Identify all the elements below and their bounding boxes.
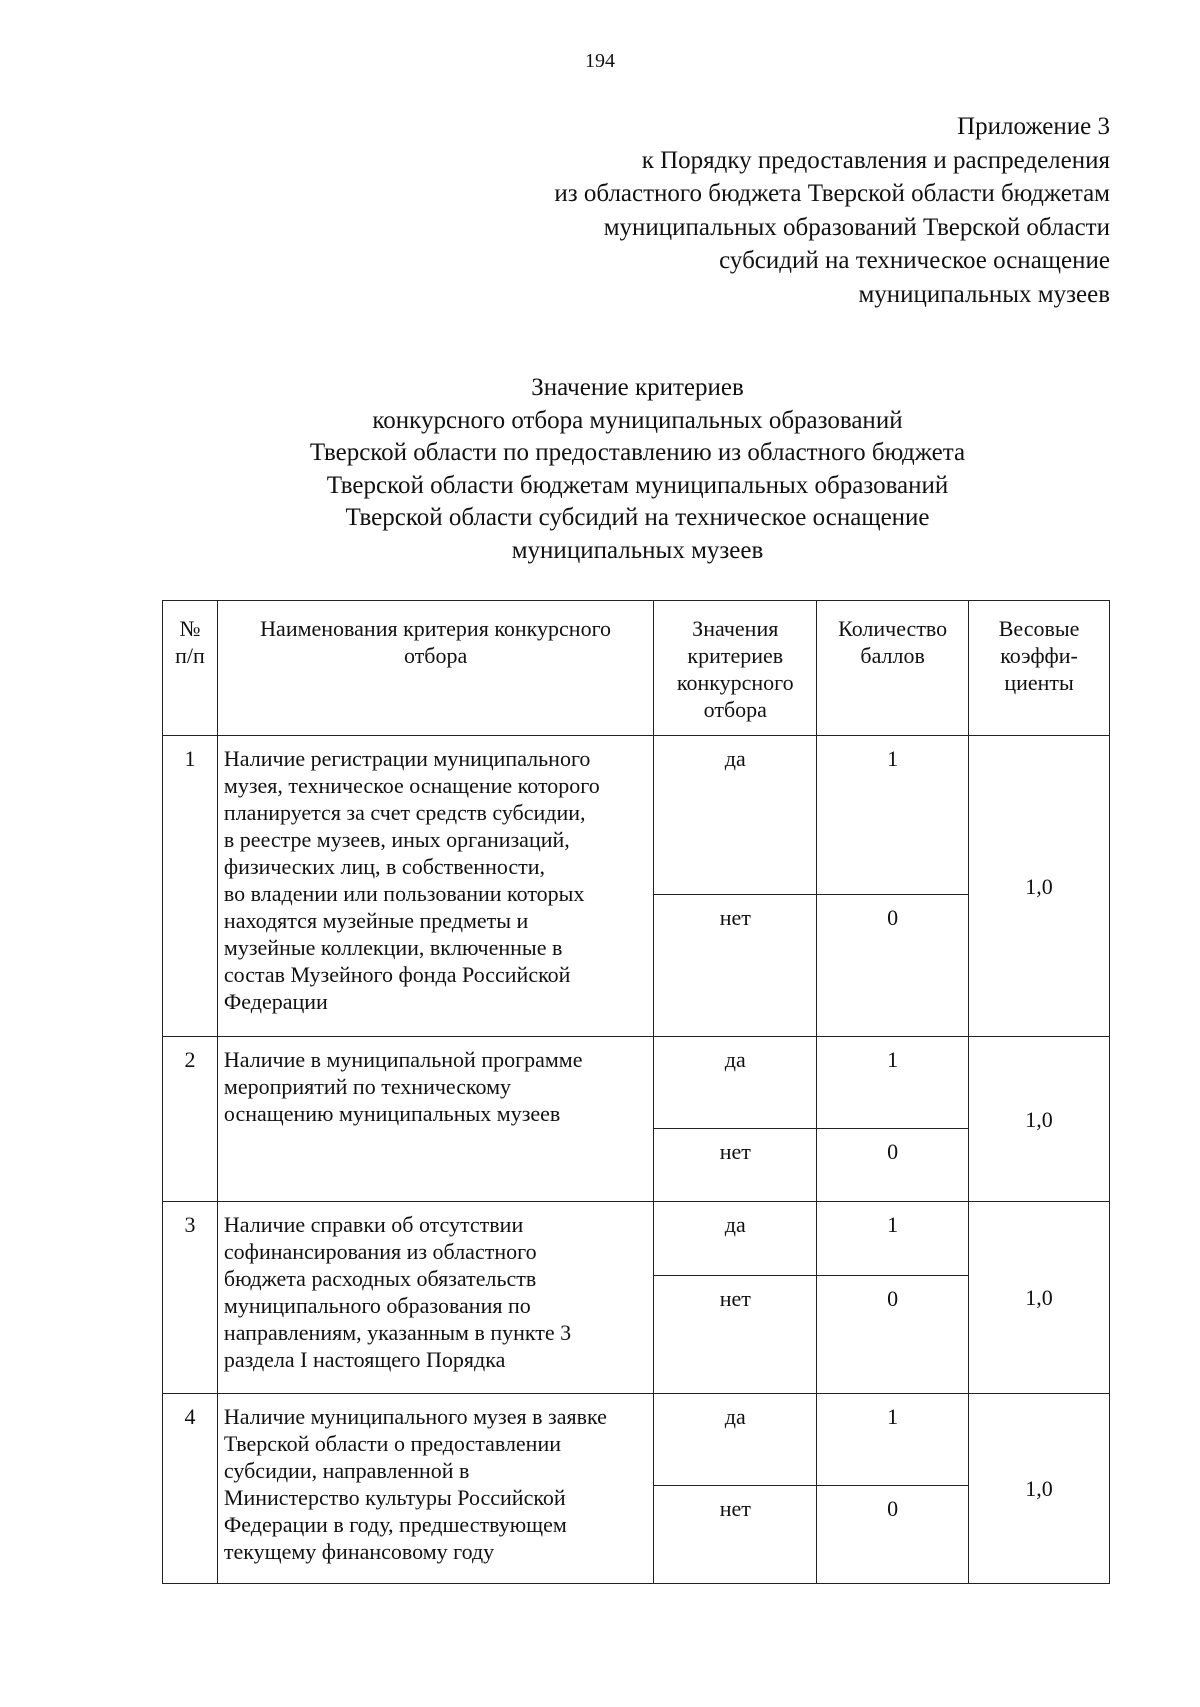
criterion-name: [217, 736, 653, 1037]
criteria-table: [162, 600, 1110, 1584]
criterion-value-yes: да: [654, 1202, 817, 1276]
header-number: [163, 601, 218, 736]
appendix-line: из областного бюджета Тверской области бюджетам: [554, 180, 1110, 207]
page-number: 194: [585, 50, 615, 72]
row-number: 4: [163, 1394, 218, 1584]
criterion-line: планируется за счет средств субсидии,: [223, 800, 586, 825]
points-no: 0: [817, 895, 969, 1037]
header-criterion-name: [217, 601, 653, 736]
criterion-value-no: нет: [654, 1276, 817, 1394]
header-text: Весовые: [998, 616, 1080, 641]
table-row: [163, 1037, 1110, 1129]
header-weights: [969, 601, 1110, 736]
title-line: муниципальных музеев: [511, 536, 764, 564]
criterion-line: физических лиц, в собственности,: [223, 854, 546, 879]
criterion-line: музейные коллекции, включенные в: [223, 935, 563, 960]
criterion-line: текущему финансовому году: [223, 1539, 495, 1564]
header-text: конкурсного: [676, 670, 794, 695]
criterion-name: [217, 1037, 653, 1202]
points-no: 0: [817, 1129, 969, 1202]
header-text: Значения: [692, 616, 779, 641]
criterion-name: [217, 1202, 653, 1394]
appendix-line: муниципальных музеев: [858, 280, 1110, 308]
header-text: отбора: [703, 697, 767, 722]
criterion-line: Федерации: [223, 989, 328, 1014]
header-text: п/п: [175, 643, 205, 668]
points-yes: 1: [817, 1202, 969, 1276]
table-row: [163, 736, 1110, 895]
title-line: Тверской области бюджетам муниципальных образований: [326, 471, 949, 499]
criterion-line: софинансирования из областного: [223, 1239, 537, 1264]
weight-coefficient: 1,0: [969, 736, 1110, 1037]
weight-coefficient: 1,0: [969, 1202, 1110, 1394]
criterion-value-no: нет: [654, 1129, 817, 1202]
points-yes: 1: [817, 1394, 969, 1486]
criterion-line: Федерации в году, предшествующем: [223, 1512, 567, 1537]
points-no: 0: [817, 1276, 969, 1394]
appendix-line: Приложение 3: [957, 113, 1110, 140]
criterion-line: Наличие в муниципальной программе: [223, 1047, 583, 1072]
table-row: [163, 1394, 1110, 1486]
row-number: 3: [163, 1202, 218, 1394]
criterion-line: находятся музейные предметы и: [223, 908, 529, 933]
criterion-line: во владении или пользовании которых: [223, 881, 585, 906]
appendix-line: к Порядку предоставления и распределения: [641, 146, 1110, 174]
criterion-line: Наличие справки об отсутствии: [223, 1212, 524, 1237]
criterion-value-no: нет: [654, 895, 817, 1037]
weight-coefficient: 1,0: [969, 1037, 1110, 1202]
table-header-row: [163, 601, 1110, 736]
criterion-value-yes: да: [654, 1037, 817, 1129]
row-number: 1: [163, 736, 218, 1037]
criterion-name: [217, 1394, 653, 1584]
criterion-line: раздела I настоящего Порядка: [223, 1347, 506, 1372]
criterion-line: муниципального образования по: [223, 1293, 531, 1318]
header-text: №: [179, 616, 201, 641]
header-points: [817, 601, 969, 736]
criterion-line: бюджета расходных обязательств: [223, 1266, 537, 1291]
points-yes: 1: [817, 736, 969, 895]
title-line: Значение критериев: [531, 374, 744, 401]
header-criterion-values: [654, 601, 817, 736]
points-yes: 1: [817, 1037, 969, 1129]
appendix-line: субсидий на техническое оснащение: [719, 247, 1110, 274]
title-line: Тверской области по предоставлению из областного бюджета: [309, 439, 966, 467]
criterion-line: оснащению муниципальных музеев: [223, 1101, 561, 1126]
criterion-line: Наличие муниципального музея в заявке: [223, 1404, 607, 1429]
title-line: конкурсного отбора муниципальных образований: [372, 406, 903, 434]
weight-coefficient: 1,0: [969, 1394, 1110, 1584]
criterion-value-no: нет: [654, 1486, 817, 1584]
criterion-line: субсидии, направленной в: [223, 1458, 470, 1483]
criterion-line: в реестре музеев, иных организаций,: [223, 827, 570, 852]
criterion-line: Министерство культуры Российской: [223, 1485, 566, 1510]
header-text: критериев: [687, 643, 784, 668]
criterion-line: Тверской области о предоставлении: [223, 1431, 562, 1456]
header-text: Наименования критерия конкурсного: [260, 616, 612, 641]
header-text: коэффи-: [1000, 643, 1078, 668]
title-line: Тверской области субсидий на техническое оснащение: [345, 504, 930, 532]
header-text: отбора: [403, 643, 468, 668]
criterion-line: Наличие регистрации муниципального: [223, 746, 591, 771]
appendix-line: муниципальных образований Тверской области: [603, 213, 1110, 241]
header-text: баллов: [860, 643, 925, 668]
row-number: 2: [163, 1037, 218, 1202]
criterion-line: направлениям, указанным в пункте 3: [223, 1320, 572, 1345]
header-text: Количество: [838, 616, 948, 641]
criterion-line: мероприятий по техническому: [223, 1074, 512, 1099]
document-title: [0, 372, 1200, 568]
header-text: циенты: [1004, 670, 1074, 695]
appendix-note: [554, 110, 1110, 311]
criterion-value-yes: да: [654, 736, 817, 895]
criterion-value-yes: да: [654, 1394, 817, 1486]
table-row: [163, 1202, 1110, 1276]
criterion-line: состав Музейного фонда Российской: [223, 962, 571, 987]
points-no: 0: [817, 1486, 969, 1584]
criterion-line: музея, техническое оснащение которого: [223, 773, 600, 798]
